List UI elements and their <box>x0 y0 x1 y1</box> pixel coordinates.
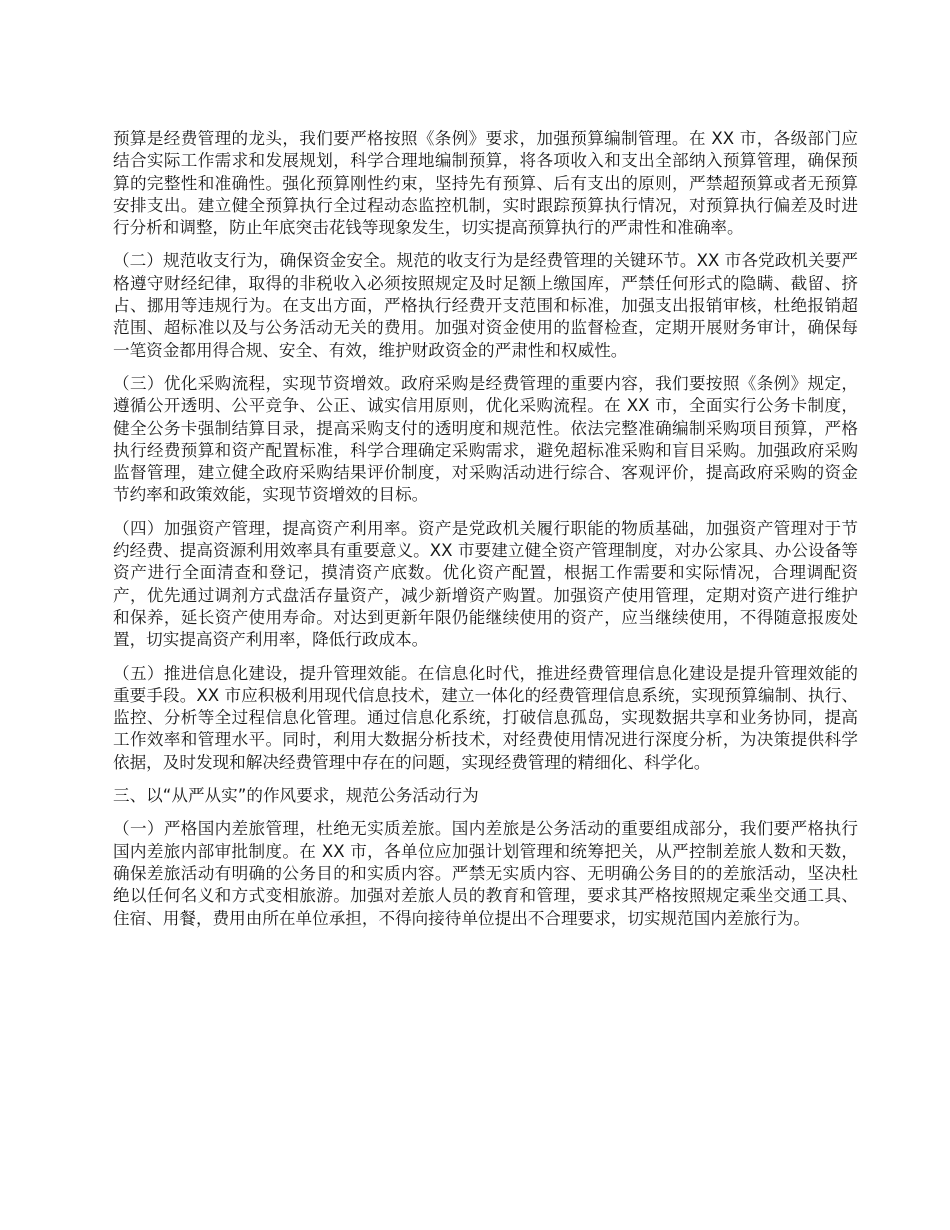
paragraph-procurement: （三）优化采购流程，实现节资增效。政府采购是经费管理的重要内容，我们要按照《条例》规定，遵循公开透明、公平竞争、公正、诚实信用原则，优化采购流程。在 XX 市，全面实行公务卡制度，健全公务卡强制结算目录，提高采购支付的透明度和规范性。依法完整准确编制采购项目预算，严格执行经费预算和资产配置标准，科学合理确定采购需求，避免超标准采购和盲目采购。加强政府采购监督管理，建立健全政府采购结果评价制度，对采购活动进行综合、客观评价，提高政府采购的资金节约率和政策效能，实现节资增效的目标。 <box>113 373 858 505</box>
paragraph-income-expenditure: （二）规范收支行为，确保资金安全。规范的收支行为是经费管理的关键环节。XX 市各党政机关要严格遵守财经纪律，取得的非税收入必须按照规定及时足额上缴国库，严禁任何形式的隐瞒、截留、挤占、挪用等违规行为。在支出方面，严格执行经费开支范围和标准，加强支出报销审核，杜绝报销超范围、超标准以及与公务活动无关的费用。加强对资金使用的监督检查，定期开展财务审计，确保每一笔资金都用得合规、安全、有效，维护财政资金的严肃性和权威性。 <box>113 251 858 360</box>
paragraph-informatization: （五）推进信息化建设，提升管理效能。在信息化时代，推进经费管理信息化建设是提升管理效能的重要手段。XX 市应积极利用现代信息技术，建立一体化的经费管理信息系统，实现预算编制、执行、监控、分析等全过程信息化管理。通过信息化系统，打破信息孤岛，实现数据共享和业务协同，提高工作效率和管理水平。同时，利用大数据分析技术，对经费使用情况进行深度分析，为决策提供科学依据，及时发现和解决经费管理中存在的问题，实现经费管理的精细化、科学化。 <box>113 663 858 772</box>
paragraph-asset-management: （四）加强资产管理，提高资产利用率。资产是党政机关履行职能的物质基础，加强资产管理对于节约经费、提高资源利用效率具有重要意义。XX 市要建立健全资产管理制度，对办公家具、办公设备等资产进行全面清查和登记，摸清资产底数。优化资产配置，根据工作需要和实际情况，合理调配资产，优先通过调剂方式盘活存量资产，减少新增资产购置。加强资产使用管理，定期对资产进行维护和保养，延长资产使用寿命。对达到更新年限仍能继续使用的资产，应当继续使用，不得随意报废处置，切实提高资产利用率，降低行政成本。 <box>113 518 858 650</box>
paragraph-domestic-travel: （一）严格国内差旅管理，杜绝无实质差旅。国内差旅是公务活动的重要组成部分，我们要严格执行国内差旅内部审批制度。在 XX 市，各单位应加强计划管理和统筹把关，从严控制差旅人数和天数，确保差旅活动有明确的公务目的和实质内容。严禁无实质内容、无明确公务目的的差旅活动，坚决杜绝以任何名义和方式变相旅游。加强对差旅人员的教育和管理，要求其严格按照规定乘坐交通工具、住宿、用餐，费用由所在单位承担，不得向接待单位提出不合理要求，切实规范国内差旅行为。 <box>113 819 858 928</box>
paragraph-budget-management: 预算是经费管理的龙头，我们要严格按照《条例》要求，加强预算编制管理。在 XX 市，各级部门应结合实际工作需求和发展规划，科学合理地编制预算，将各项收入和支出全部纳入预算管理，确保预算的完整性和准确性。强化预算刚性约束，坚持先有预算、后有支出的原则，严禁超预算或者无预算安排支出。建立健全预算执行全过程动态监控机制，实时跟踪预算执行情况，对预算执行偏差及时进行分析和调整，防止年底突击花钱等现象发生，切实提高预算执行的严肃性和准确率。 <box>113 129 858 238</box>
section-heading-official-activities: 三、以“从严从实”的作风要求，规范公务活动行为 <box>113 786 479 806</box>
document-body <box>113 128 858 941</box>
